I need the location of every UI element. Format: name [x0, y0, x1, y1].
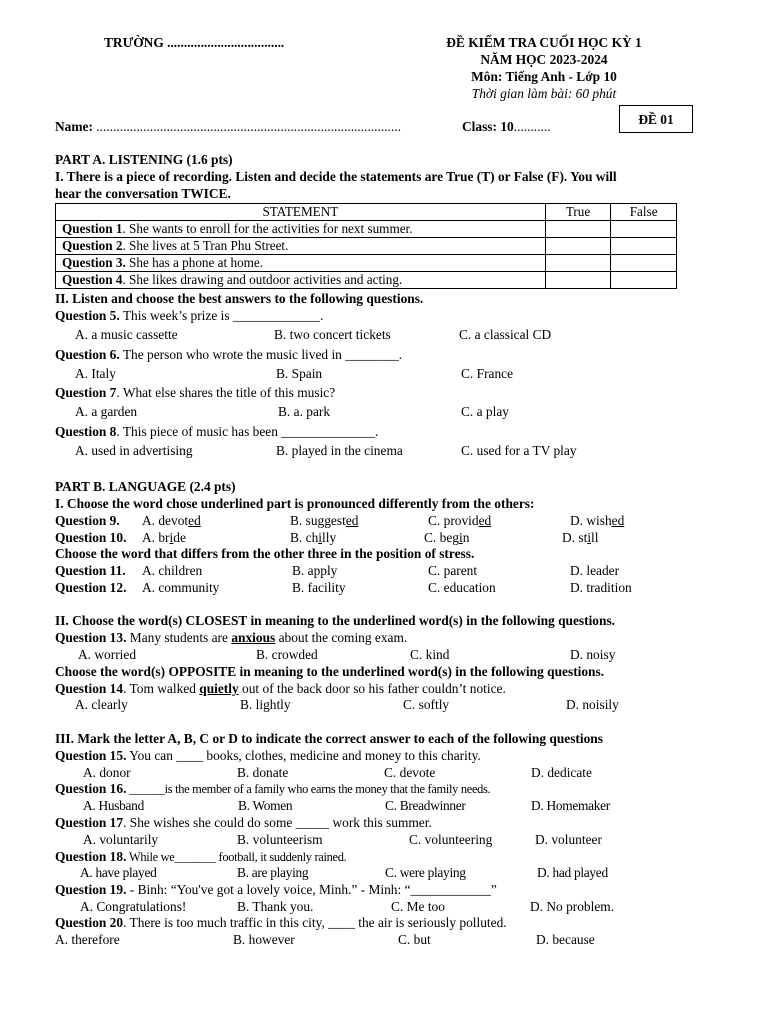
option-c[interactable]: C. Breadwinner [385, 798, 466, 813]
question-14: Question 14. Tom walked quietly out of the back door so his father couldn’t notice. [55, 681, 506, 696]
option-a[interactable]: A. Husband [83, 798, 144, 813]
true-cell[interactable] [545, 221, 611, 238]
header-true: True [545, 204, 611, 221]
statement-text: . She lives at 5 Tran Phu Street. [122, 238, 289, 253]
option-c[interactable]: C. Me too [391, 899, 445, 914]
option-b[interactable]: B. apply [292, 563, 338, 578]
header-false: False [611, 204, 677, 221]
option-b[interactable]: B. are playing [237, 865, 309, 880]
exam-code-box: ĐỀ 01 [619, 105, 693, 133]
part-a-title: PART A. LISTENING (1.6 pts) [55, 152, 233, 167]
part-a-sec1-line1: I. There is a piece of recording. Listen and decide the statements are True (T) or False (F). You will [55, 169, 617, 184]
false-cell[interactable] [611, 255, 677, 272]
option-b[interactable]: B. two concert tickets [274, 327, 391, 342]
question-15: Question 15. You can ____ books, clothes, medicine and money to this charity. [55, 748, 481, 763]
part-a-sec2-title: II. Listen and choose the best answers to the following questions. [55, 291, 424, 306]
false-cell[interactable] [611, 221, 677, 238]
question-label: Question 2 [62, 238, 123, 253]
statement-cell [56, 272, 546, 289]
option-a[interactable]: A. Italy [75, 366, 116, 381]
option-b[interactable]: B. Thank you. [237, 899, 314, 914]
statement-text: . She likes drawing and outdoor activities and acting. [122, 272, 403, 287]
option-b[interactable]: B. a. park [278, 404, 331, 419]
option-d[interactable]: D. leader [570, 563, 620, 578]
question-label: Question 1 [62, 221, 123, 236]
stress-title: Choose the word that differs from the other three in the position of stress. [55, 546, 475, 561]
statement-text: She has a phone at home. [125, 255, 264, 270]
part-b-title: PART B. LANGUAGE (2.4 pts) [55, 479, 236, 494]
question-9-label: Question 9. [55, 513, 120, 528]
option-a[interactable]: A. worried [78, 647, 137, 662]
option-a[interactable]: A. bride [142, 530, 186, 545]
part-a-sec1-line2: hear the conversation TWICE. [55, 186, 231, 201]
false-cell[interactable] [611, 272, 677, 289]
true-cell[interactable] [545, 272, 611, 289]
option-a[interactable]: A. voluntarily [83, 832, 159, 847]
question-label: Question 5. [55, 308, 120, 323]
false-cell[interactable] [611, 238, 677, 255]
option-a[interactable]: A. donor [83, 765, 131, 780]
option-a[interactable]: A. clearly [75, 697, 128, 712]
option-d[interactable]: D. volunteer [535, 832, 602, 847]
name-label: Name: [55, 119, 93, 134]
statement-text: . She wants to enroll for the activities for next summer. [122, 221, 413, 236]
header-statement: STATEMENT [56, 204, 546, 221]
option-a[interactable]: A. used in advertising [75, 443, 193, 458]
option-a[interactable]: A. therefore [55, 932, 120, 947]
option-d[interactable]: D. No problem. [530, 899, 615, 914]
exam-time: Thời gian làm bài: 60 phút [471, 86, 617, 101]
question-label: Question 6. [55, 347, 120, 362]
option-c[interactable]: C. softly [403, 697, 450, 712]
option-b[interactable]: B. Spain [276, 366, 323, 381]
option-c[interactable]: C. volunteering [409, 832, 493, 847]
school-year: NĂM HỌC 2023-2024 [480, 52, 608, 67]
question-text: The person who wrote the music lived in ________. [119, 347, 403, 362]
question-7 [55, 385, 335, 401]
subject: Môn: Tiếng Anh - Lớp 10 [471, 69, 617, 84]
question-text: . This piece of music has been ______________. [116, 424, 379, 439]
option-c[interactable]: C. a play [461, 404, 509, 419]
question-5 [55, 308, 323, 324]
question-18: Question 18. While we_______ football, it suddenly rained. [55, 849, 347, 864]
true-cell[interactable] [545, 238, 611, 255]
option-c[interactable]: C. a classical CD [459, 327, 552, 342]
option-b[interactable]: B. however [233, 932, 295, 947]
option-c[interactable]: C. were playing [385, 865, 466, 880]
option-d[interactable]: D. Homemaker [531, 798, 610, 813]
option-a[interactable]: A. a garden [75, 404, 138, 419]
option-d[interactable]: D. dedicate [531, 765, 592, 780]
option-b[interactable]: B. lightly [240, 697, 291, 712]
option-b[interactable]: B. chilly [290, 530, 337, 545]
option-d[interactable]: D. tradition [570, 580, 632, 595]
option-d[interactable]: D. noisy [570, 647, 616, 662]
table-row [56, 238, 677, 255]
part-b-sec3-title: III. Mark the letter A, B, C or D to indicate the correct answer to each of the following questions [55, 731, 603, 746]
table-header-row [56, 204, 677, 221]
question-19: Question 19. - Binh: “You've got a lovely voice, Minh.” - Minh: “____________” [55, 882, 497, 897]
true-cell[interactable] [545, 255, 611, 272]
option-c[interactable]: C. education [428, 580, 496, 595]
part-b-sec1-title: I. Choose the word chose underlined part is pronounced differently from the others: [55, 496, 535, 511]
statement-cell [56, 238, 546, 255]
option-a[interactable]: A. have played [80, 865, 157, 880]
table-row [56, 272, 677, 289]
table-row [56, 221, 677, 238]
question-13: Question 13. Many students are anxious about the coming exam. [55, 630, 408, 645]
class-dots: ........... [513, 119, 551, 134]
option-d[interactable]: D. had played [537, 865, 608, 880]
question-label: Question 4 [62, 272, 123, 287]
name-line [55, 119, 401, 135]
option-d[interactable]: D. because [536, 932, 595, 947]
class-label: Class: 10 [462, 119, 514, 134]
option-a[interactable]: A. devoted [142, 513, 201, 528]
option-c[interactable]: C. kind [410, 647, 450, 662]
option-d[interactable]: D. noisily [566, 697, 619, 712]
question-text: . What else shares the title of this music? [116, 385, 336, 400]
part-b-sec2-title: II. Choose the word(s) CLOSEST in meaning to the underlined word(s) in the following questions. [55, 613, 616, 628]
question-label: Question 7 [55, 385, 117, 400]
option-c[interactable]: C. devote [384, 765, 436, 780]
school-line: TRƯỜNG ................................... [104, 35, 285, 50]
question-label: Question 3. [62, 255, 126, 270]
option-a[interactable]: A. community [142, 580, 220, 595]
option-c[interactable]: C. provided [428, 513, 492, 528]
question-8 [55, 424, 378, 440]
option-b[interactable]: B. facility [292, 580, 346, 595]
option-a[interactable]: A. Congratulations! [80, 899, 187, 914]
question-10-label: Question 10. [55, 530, 127, 545]
option-a[interactable]: A. a music cassette [75, 327, 178, 342]
option-c[interactable]: C. France [461, 366, 514, 381]
table-row [56, 255, 677, 272]
option-b[interactable]: B. played in the cinema [276, 443, 403, 458]
option-d[interactable]: D. wished [570, 513, 625, 528]
question-label: Question 8 [55, 424, 117, 439]
option-c[interactable]: C. but [398, 932, 431, 947]
option-d[interactable]: D. still [562, 530, 599, 545]
opposite-title: Choose the word(s) OPPOSITE in meaning to the underlined word(s) in the following questions. [55, 664, 605, 679]
option-a[interactable]: A. children [142, 563, 203, 578]
question-6 [55, 347, 402, 363]
option-b[interactable]: B. crowded [256, 647, 318, 662]
question-11-label: Question 11. [55, 563, 126, 578]
class-line [462, 119, 551, 135]
option-b[interactable]: B. Women [238, 798, 293, 813]
option-c[interactable]: C. parent [428, 563, 478, 578]
question-12-label: Question 12. [55, 580, 127, 595]
statement-cell [56, 255, 546, 272]
question-text: This week’s prize is _____________. [119, 308, 324, 323]
statement-cell [56, 221, 546, 238]
option-c[interactable]: C. used for a TV play [461, 443, 577, 458]
option-b[interactable]: B. suggested [290, 513, 359, 528]
question-20: Question 20. There is too much traffic in this city, ____ the air is seriously polluted. [55, 915, 507, 930]
question-17: Question 17. She wishes she could do some _____ work this summer. [55, 815, 432, 830]
option-b[interactable]: B. donate [237, 765, 289, 780]
name-dots: ........................................................................................... [92, 119, 401, 134]
exam-title: ĐỀ KIỂM TRA CUỐI HỌC KỲ 1 [446, 35, 642, 50]
option-b[interactable]: B. volunteerism [237, 832, 323, 847]
question-16: Question 16. ______is the member of a family who earns the money that the family needs. [55, 781, 491, 796]
statement-table [55, 203, 677, 289]
option-c[interactable]: C. begin [424, 530, 470, 545]
